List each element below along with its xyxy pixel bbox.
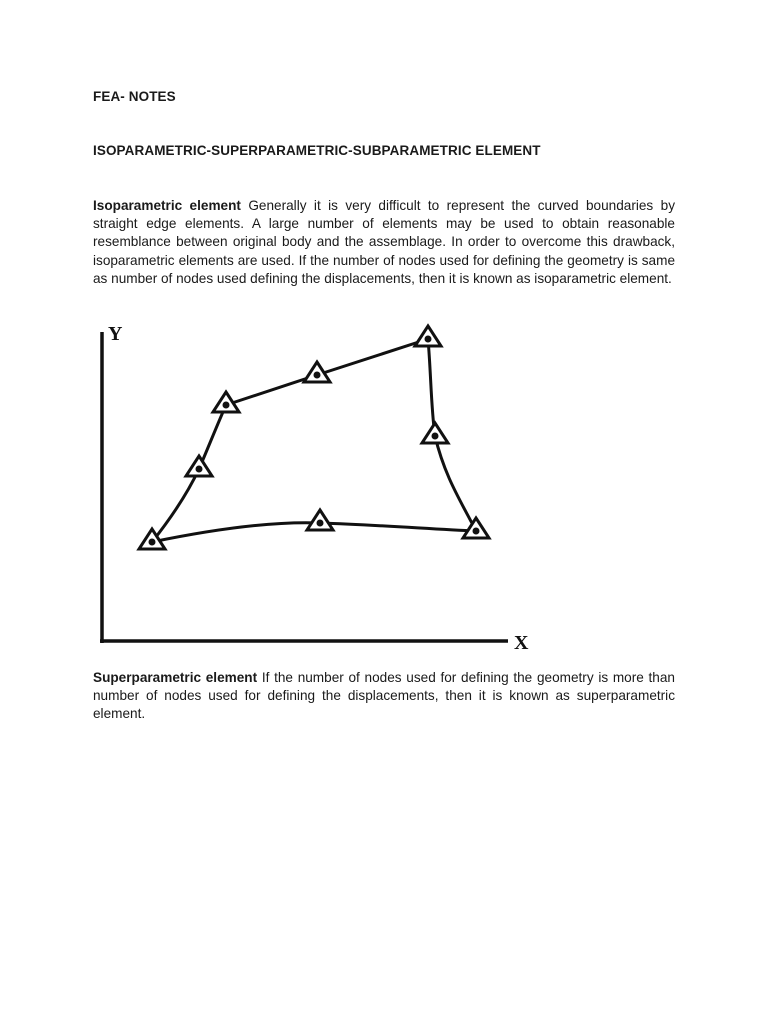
isoparametric-paragraph — [93, 197, 675, 288]
x-axis-label: X — [514, 632, 529, 654]
isoparametric-element-figure — [90, 318, 540, 658]
superparametric-text: If the number of nodes used for defining the geometry is more than number of nodes used for defining the displacements, then it is known as superparametric element. — [93, 670, 675, 722]
isoparametric-term: Isoparametric element — [93, 198, 241, 213]
superparametric-paragraph — [93, 669, 675, 724]
element-top-edge — [226, 339, 428, 405]
notes-heading: FEA- NOTES — [93, 89, 176, 104]
superparametric-term: Superparametric element — [93, 670, 258, 685]
node-top-right — [415, 326, 441, 346]
isoparametric-text: Generally it is very difficult to represent the curved boundaries by straight edge elements. A large number of elements may be used to obtain reasonable resemblance between original body and the assemblage. In order to overcome this drawback, isoparametric elements are used. If the number of nodes used for defining the geometry is same as number of nodes used defining the displacements, then it is known as isoparametric element. — [93, 198, 675, 286]
y-axis-label: Y — [108, 323, 123, 345]
node-bottom-mid — [307, 510, 333, 530]
section-heading: ISOPARAMETRIC-SUPERPARAMETRIC-SUBPARAMETRIC ELEMENT — [93, 143, 541, 158]
node-right-mid — [422, 423, 448, 443]
node-bottom-right — [463, 518, 489, 538]
node-left-mid — [186, 456, 212, 476]
